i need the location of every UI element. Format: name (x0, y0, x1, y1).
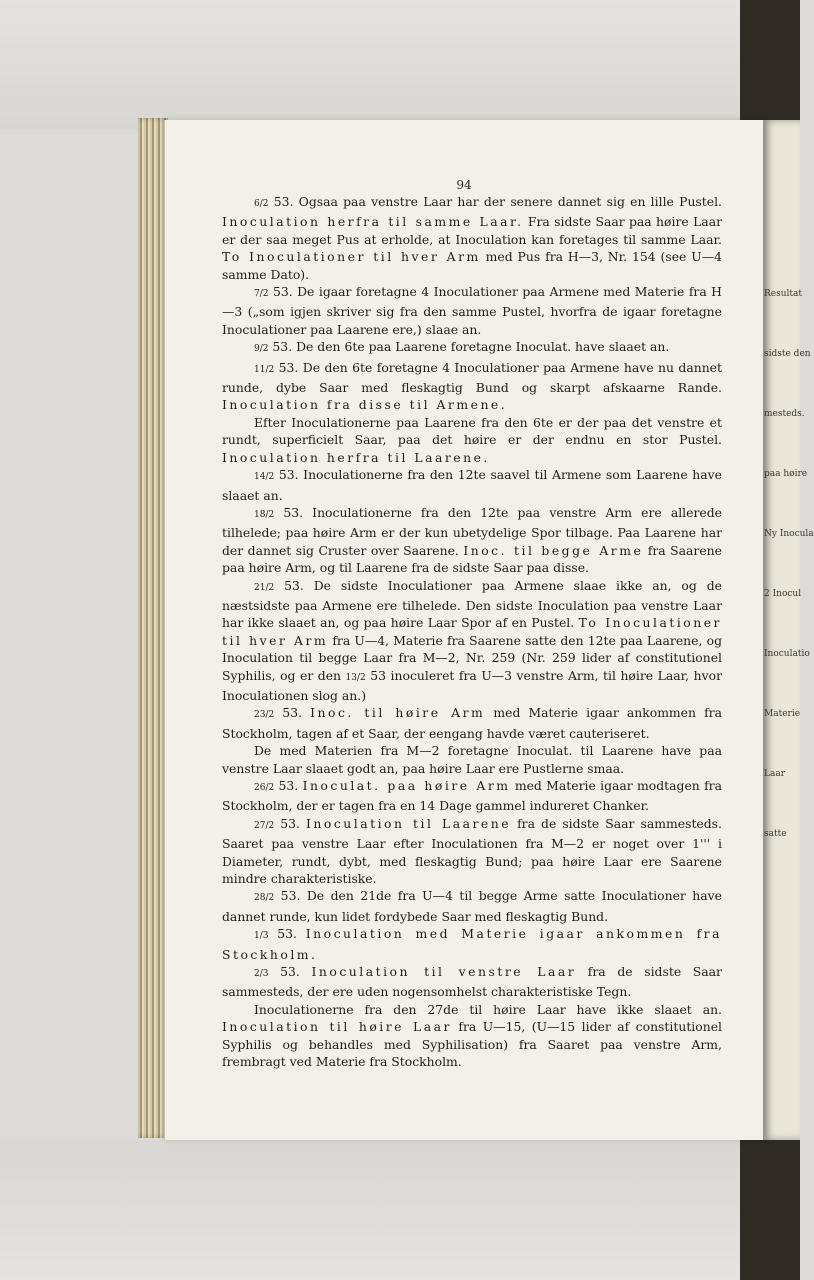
date-fraction: 13/2 (345, 672, 366, 683)
paragraph (222, 338, 722, 358)
date-fraction: 11/2 (254, 364, 275, 375)
paragraph (222, 414, 722, 466)
text-run: 53 inoculeret fra U—3 venstre Arm, til høire Laar, hvor Inoculationen slog an.) (222, 667, 722, 703)
spaced-emphasis: Inoculation herfra til samme Laar. (222, 214, 524, 230)
spaced-emphasis: Inoculation med Materie igaar ankommen fra Stockholm. (222, 926, 722, 962)
text-run: med Materie igaar modtagen fra Stockholm, der er tagen fra en 14 Dage gammel indureret Chanker. (222, 778, 722, 814)
facing-page-fragment: Materie (764, 709, 801, 719)
background-top (0, 0, 800, 130)
text-run: 53. De den 6te paa Laarene foretagne Inoculat. have slaaet an. (268, 339, 670, 355)
paragraph (222, 704, 722, 742)
text-run: 53. (274, 778, 303, 793)
date-fraction: 28/2 (254, 893, 275, 904)
facing-page-fragment: sidste den (764, 349, 811, 359)
text-run: 53. (274, 815, 306, 831)
spaced-emphasis: To Inoculationer til hver Arm (222, 615, 722, 648)
facing-page-fragment: Ny Inocula (764, 529, 814, 539)
paragraph (222, 742, 722, 777)
text-run: fra U—15, (U—15 lider af constitutionel Syphilis og behandles med Syphilisation) fra Saaret paa venstre Arm, frembragt ved Materie fra Stockholm. (222, 1019, 722, 1070)
text-run: 53. (274, 705, 311, 721)
book-page (164, 120, 763, 1140)
text-run: fra de sidste Saar sammesteds. Saaret paa venstre Laar efter Inoculationen fra M—2 er noget over 1''' i Diameter, rundt, dybt, med fleskagtig Bund; paa høire Laar ere Saarene mindre charakteristiske. (222, 815, 722, 887)
facing-page-edge (762, 120, 814, 1140)
text-run: 53. De den 21de fra U—4 til begge Arme satte Inoculationer have dannet runde, kun lidet fordybede Saar med fleskagtig Bund. (222, 888, 722, 924)
paragraph (222, 466, 722, 504)
spaced-emphasis: Inoculation til Laarene (306, 815, 512, 831)
facing-page-fragment: Laar (764, 769, 786, 779)
facing-page-fragment: Resultat (764, 289, 802, 299)
paragraph (222, 504, 722, 577)
facing-page-fragment: mesteds. (764, 409, 805, 419)
date-fraction: 26/2 (254, 783, 275, 793)
facing-page-fragment: 2 Inocul (764, 589, 802, 599)
date-fraction: 2/3 (254, 969, 269, 980)
paragraph (222, 359, 722, 414)
text-run: fra de sidste Saar sammesteds, der ere uden nogensomhelst charakteristiske Tegn. (222, 964, 722, 1000)
page-number: 94 (456, 178, 472, 192)
facing-page-fragment: Inoculatio (764, 649, 810, 659)
facing-page-fragment: paa høire (764, 469, 808, 479)
date-fraction: 7/2 (254, 289, 269, 300)
page-body-text (222, 193, 722, 1071)
paragraph (222, 815, 722, 888)
background-bottom (0, 1140, 800, 1280)
text-run: 53. Inoculationerne fra den 12te saavel til Armene som Laarene have slaaet an. (222, 467, 722, 503)
paragraph (222, 963, 722, 1001)
text-run: med Materie igaar ankommen fra Stockholm, tagen af et Saar, der eengang havde været cauteriseret. (222, 705, 722, 741)
date-fraction: 27/2 (254, 820, 275, 831)
spaced-emphasis: Inoculat. paa høire Arm (302, 778, 511, 793)
text-run: 53. De igaar foretagne 4 Inoculationer paa Armene med Materie fra H—3 („som igjen skriver sig fra den samme Pustel, hvorfra de igaar foretagne Inoculationer paa Laarene ere,) slaae an. (222, 284, 722, 337)
text-run: 53. De den 6te foretagne 4 Inoculationer paa Armene have nu dannet runde, dybe Saar med fleskagtig Bund og skarpt afskaarne Rande. (222, 359, 722, 396)
date-fraction: 23/2 (254, 710, 275, 721)
spaced-emphasis: Inoculation til venstre Laar (311, 964, 577, 980)
text-run: 53. Ogsaa paa venstre Laar har der senere dannet sig en lille Pustel. (268, 194, 722, 209)
text-run: Inoculationerne fra den 27de til høire Laar have ikke slaaet an. (254, 1001, 722, 1017)
spaced-emphasis: Inoculation herfra til Laarene. (222, 449, 490, 465)
date-fraction: 18/2 (254, 509, 275, 520)
spaced-emphasis: Inoc. til begge Arme (463, 542, 644, 558)
paragraph (222, 193, 722, 283)
paragraph (222, 777, 722, 815)
facing-page-fragment: satte (764, 829, 787, 839)
spaced-emphasis: Inoc. til høire Arm (310, 705, 486, 721)
paragraph (222, 283, 722, 338)
spaced-emphasis: Inoculation til høire Laar (222, 1019, 452, 1035)
text-run: fra U—4, Materie fra Saarene satte den 12te paa Laarene, og Inoculation til begge Laar fra M—2, Nr. 259 (Nr. 259 lider af constitutionel Syphilis, og er den (222, 632, 723, 683)
text-run: fra Saarene paa høire Arm, og til Laarene fra de sidste Saar paa disse. (222, 542, 722, 576)
text-run: 53. De sidste Inoculationer paa Armene slaae ikke an, og de næstsidste paa Armene ere tilhelede. Den sidste Inoculation paa venstre Laar har ikke slaaet an, og paa høire Laar Spor af en Pustel. (222, 577, 722, 631)
paragraph (222, 925, 722, 963)
spaced-emphasis: Inoculation fra disse til Armene. (222, 397, 508, 413)
text-run: 53. Inoculationerne fra den 12te paa venstre Arm ere allerede tilhelede; paa høire Arm er der kun ubetydelige Spor tilbage. Paa Laarene har der dannet sig Cruster over Saarene. (222, 504, 722, 558)
text-run: med Pus fra H—3, Nr. 154 (see U—4 samme Dato). (222, 249, 722, 282)
date-fraction: 1/3 (254, 931, 269, 942)
paragraph (222, 1001, 722, 1071)
paragraph (222, 577, 722, 705)
text-run: Fra sidste Saar paa høire Laar er der saa meget Pus at erholde, at Inoculation kan foretages til samme Laar. (222, 214, 722, 247)
date-fraction: 21/2 (254, 582, 275, 593)
text-run: 53. (268, 926, 306, 942)
text-run: Efter Inoculationerne paa Laarene fra den 6te er der paa det venstre et rundt, superficielt Saar, paa det høire er der endnu en stor Pustel. (222, 414, 722, 448)
date-fraction: 6/2 (254, 199, 269, 209)
date-fraction: 9/2 (254, 344, 269, 355)
paragraph (222, 887, 722, 925)
text-run: 53. (268, 964, 312, 980)
date-fraction: 14/2 (254, 472, 275, 483)
text-run: De med Materien fra M—2 foretagne Inoculat. til Laarene have paa venstre Laar slaaet godt an, paa høire Laar ere Pustlerne smaa. (222, 743, 722, 776)
spaced-emphasis: To Inoculationer til hver Arm (222, 249, 481, 265)
